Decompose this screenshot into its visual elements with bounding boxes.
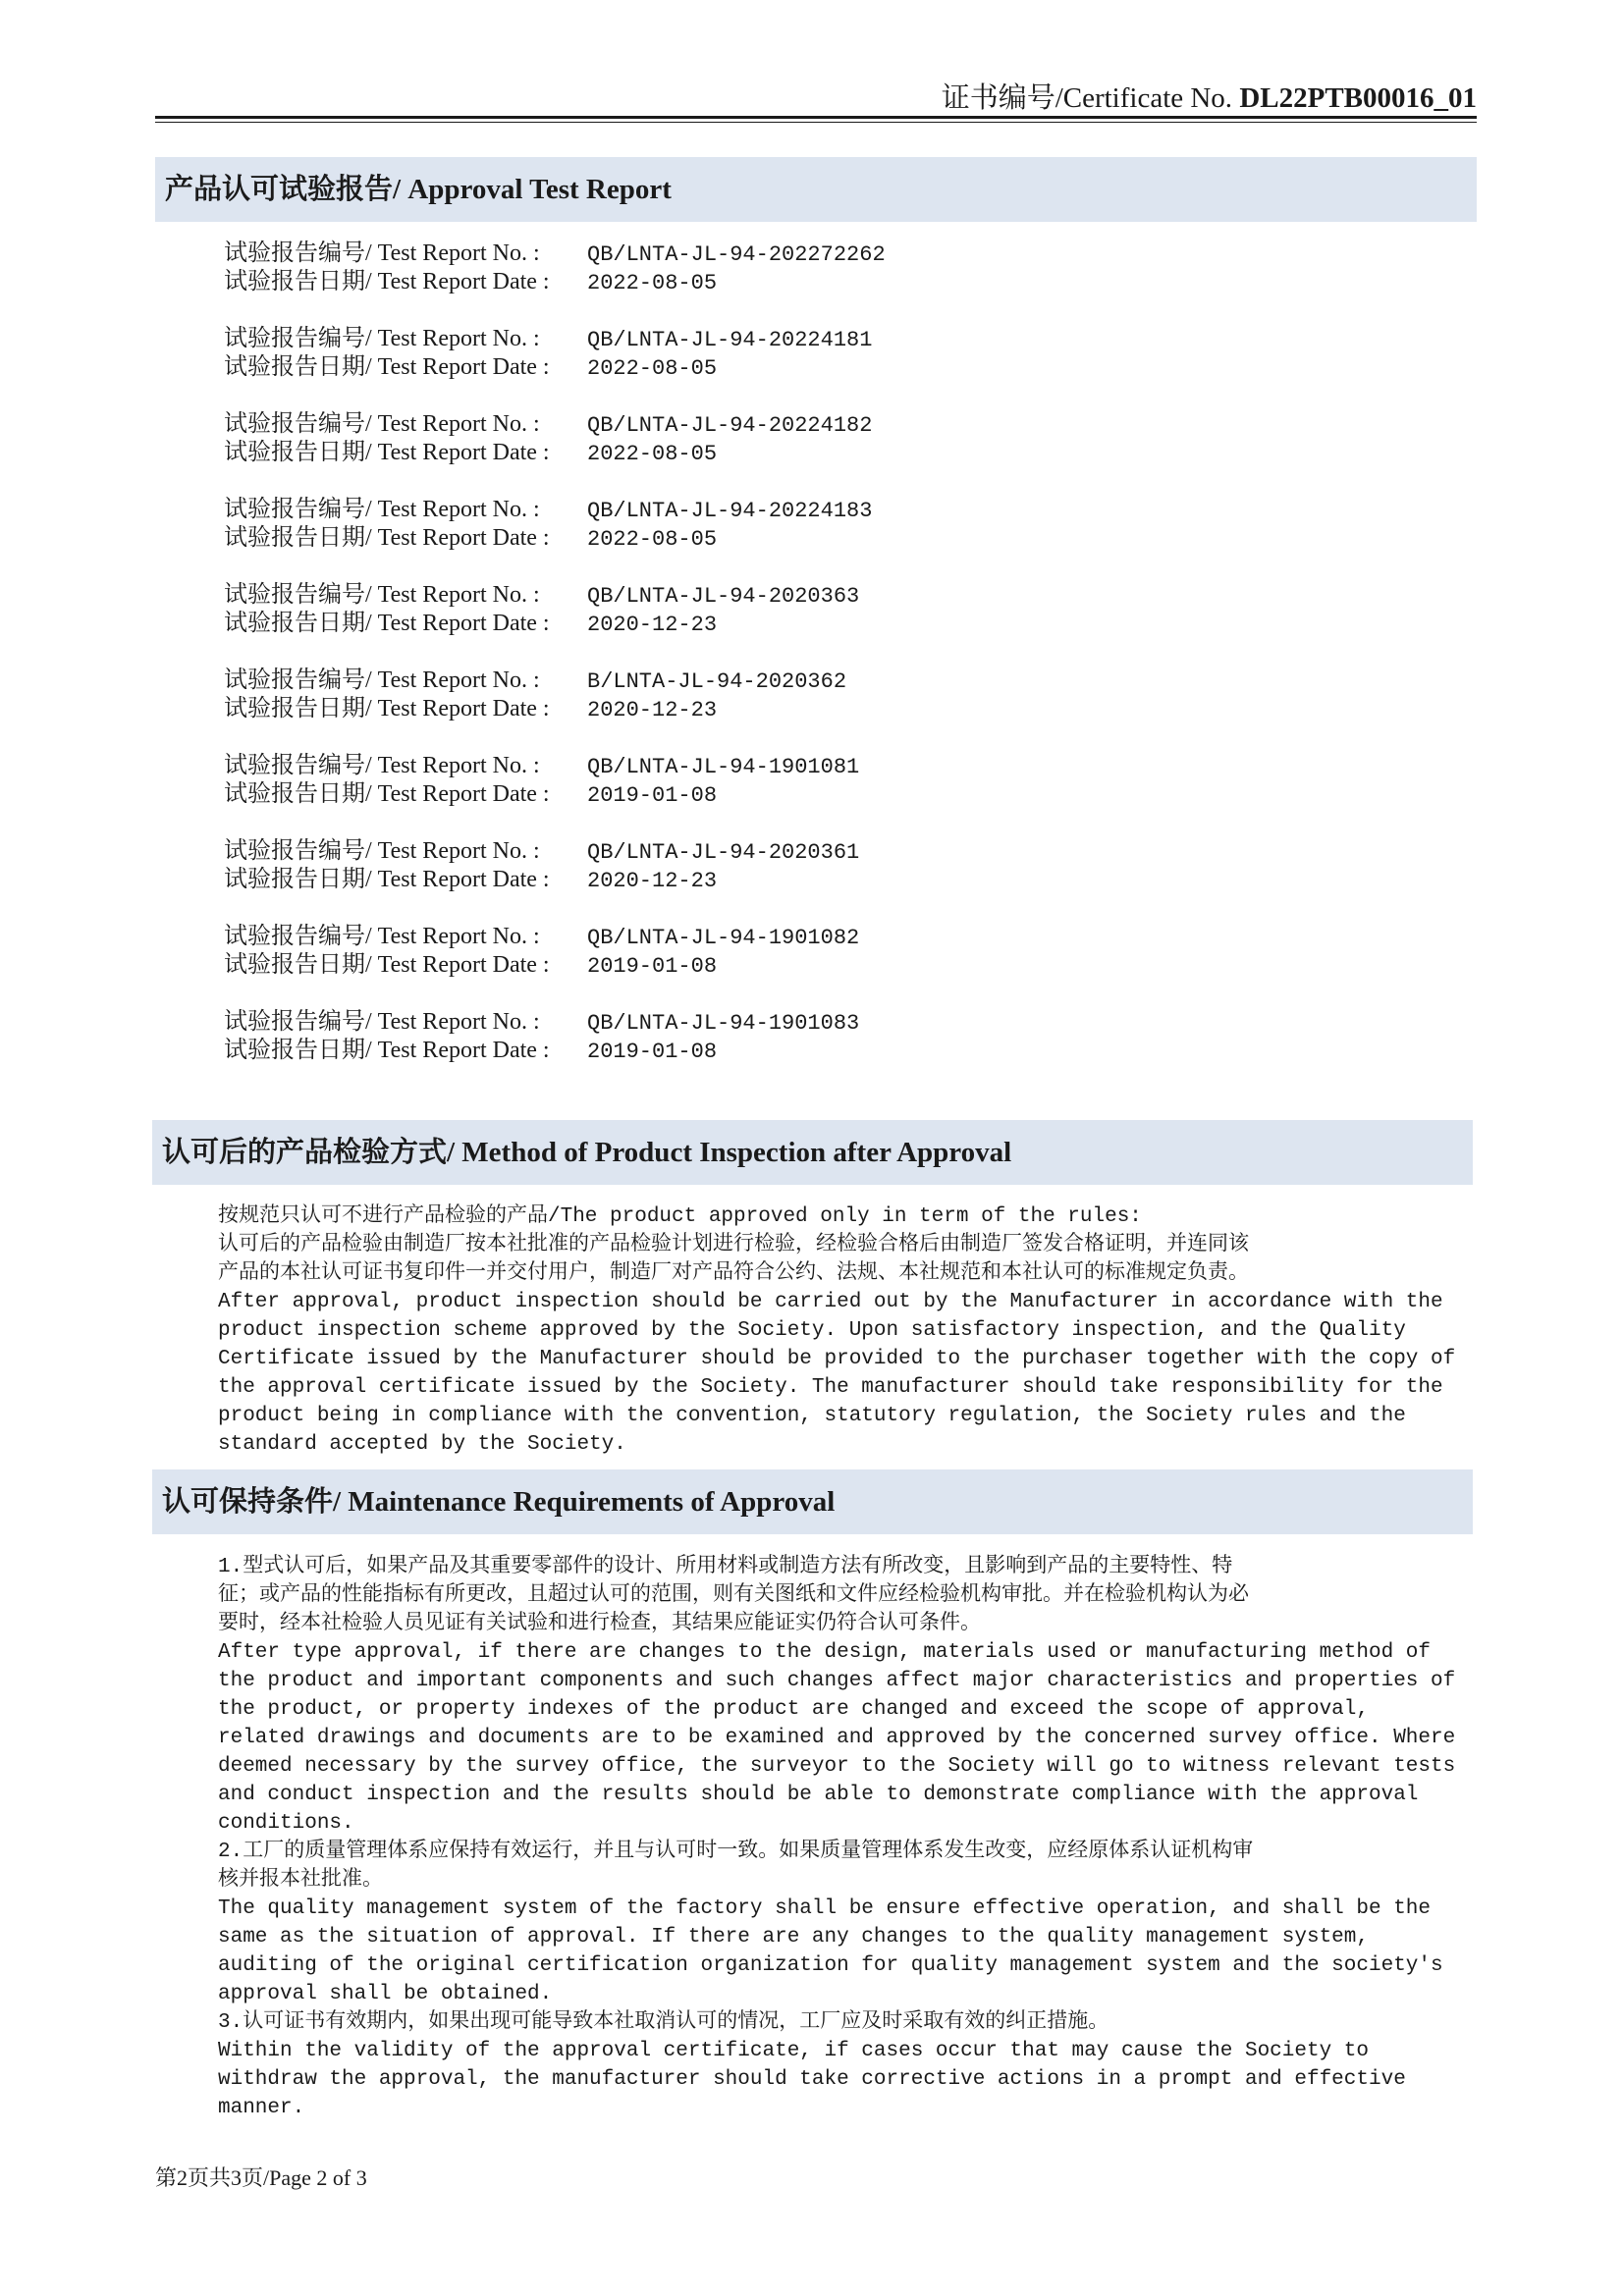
report-date-label: 试验报告日期/ Test Report Date : [224, 1038, 550, 1063]
report-date-line [224, 524, 1108, 553]
report-number-label: 试验报告编号/ Test Report No. : [224, 753, 540, 778]
report-date-value: 2022-08-05 [587, 442, 718, 466]
maintenance-line: Within the validity of the approval certificate, if cases occur that may cause the Society to [218, 2040, 1369, 2062]
header-rule-thick [155, 116, 1477, 119]
report-number-line [224, 667, 1108, 695]
maintenance-line: auditing of the original certification organization for quality management system and the society's [218, 1954, 1443, 1977]
report-number-label: 试验报告编号/ Test Report No. : [224, 924, 540, 949]
report-date-label: 试验报告日期/ Test Report Date : [224, 354, 550, 380]
test-report-entry [224, 325, 1108, 410]
report-date-label: 试验报告日期/ Test Report Date : [224, 611, 550, 636]
report-date-line [224, 610, 1108, 638]
section-title-inspection-method: 认可后的产品检验方式/ Method of Product Inspection after Approval [152, 1120, 1473, 1185]
report-date-value: 2020-12-23 [587, 698, 718, 722]
certificate-header [155, 77, 1477, 120]
report-number-value: QB/LNTA-JL-94-202272262 [587, 242, 886, 267]
inspection-method-line: After approval, product inspection should be carried out by the Manufacturer in accordance with the [218, 1291, 1443, 1313]
maintenance-line: conditions. [218, 1812, 354, 1835]
maintenance-line: withdraw the approval, the manufacturer should take corrective actions in a prompt and effective [218, 2068, 1406, 2091]
maintenance-line: The quality management system of the factory shall be ensure effective operation, and shall be the [218, 1897, 1432, 1920]
report-date-value: 2022-08-05 [587, 356, 718, 381]
report-date-label: 试验报告日期/ Test Report Date : [224, 440, 550, 465]
maintenance-line: related drawings and documents are to be examined and approved by the concerned survey office. Where [218, 1727, 1456, 1749]
report-number-line [224, 496, 1108, 524]
maintenance-line: same as the situation of approval. If there are any changes to the quality management system, [218, 1926, 1369, 1949]
inspection-method-line: 按规范只认可不进行产品检验的产品/The product approved only in term of the rules: [218, 1205, 1142, 1228]
test-report-entry [224, 752, 1108, 837]
maintenance-line: the product, or property indexes of the product are changed and exceed the scope of approval, [218, 1698, 1369, 1721]
report-number-value: QB/LNTA-JL-94-1901082 [587, 926, 860, 950]
report-number-label: 试验报告编号/ Test Report No. : [224, 411, 540, 437]
report-number-label: 试验报告编号/ Test Report No. : [224, 1009, 540, 1035]
report-number-value: QB/LNTA-JL-94-20224181 [587, 328, 873, 352]
maintenance-line: 3.认可证书有效期内，如果出现可能导致本社取消认可的情况，工厂应及时采取有效的纠正措施。 [218, 2011, 1109, 2034]
report-date-label: 试验报告日期/ Test Report Date : [224, 269, 550, 294]
test-report-list [224, 240, 1108, 1094]
test-report-entry [224, 1008, 1108, 1094]
report-date-line [224, 951, 1108, 980]
report-date-label: 试验报告日期/ Test Report Date : [224, 781, 550, 807]
report-number-line [224, 410, 1108, 439]
section-title-approval-test-report: 产品认可试验报告/ Approval Test Report [155, 157, 1477, 222]
inspection-method-line: Certificate issued by the Manufacturer should be provided to the purchaser together with the copy of [218, 1348, 1456, 1370]
cert-number: DL22PTB00016_01 [1239, 82, 1477, 114]
report-number-line [224, 752, 1108, 780]
report-date-value: 2019-01-08 [587, 1040, 718, 1064]
report-date-value: 2020-12-23 [587, 869, 718, 893]
maintenance-line: deemed necessary by the survey office, the surveyor to the Society will go to witness relevant tests [218, 1755, 1456, 1778]
report-number-label: 试验报告编号/ Test Report No. : [224, 240, 540, 266]
inspection-method-line: product inspection scheme approved by the Society. Upon satisfactory inspection, and the Quality [218, 1319, 1406, 1342]
report-date-value: 2019-01-08 [587, 954, 718, 979]
test-report-entry [224, 410, 1108, 496]
report-number-label: 试验报告编号/ Test Report No. : [224, 838, 540, 864]
test-report-entry [224, 667, 1108, 752]
inspection-method-line: the approval certificate issued by the Society. The manufacturer should take responsibility for the [218, 1376, 1443, 1399]
inspection-method-line: standard accepted by the Society. [218, 1433, 626, 1456]
test-report-entry [224, 581, 1108, 667]
report-date-value: 2022-08-05 [587, 527, 718, 552]
maintenance-line: approval shall be obtained. [218, 1983, 553, 2005]
report-date-label: 试验报告日期/ Test Report Date : [224, 696, 550, 721]
inspection-method-line: 认可后的产品检验由制造厂按本社批准的产品检验计划进行检验，经检验合格后由制造厂签发合格证明，并连同该 [218, 1234, 1249, 1256]
maintenance-line: 要时，经本社检验人员见证有关试验和进行检查，其结果应能证实仍符合认可条件。 [218, 1613, 981, 1635]
maintenance-line: 2.工厂的质量管理体系应保持有效运行，并且与认可时一致。如果质量管理体系发生改变，应经原体系认证机构审 [218, 1841, 1254, 1863]
report-number-value: QB/LNTA-JL-94-1901081 [587, 755, 860, 779]
maintenance-line: 征；或产品的性能指标有所更改，且超过认可的范围，则有关图纸和文件应经检验机构审批。并在检验机构认为必 [218, 1584, 1249, 1607]
report-number-line [224, 923, 1108, 951]
report-number-label: 试验报告编号/ Test Report No. : [224, 497, 540, 522]
report-number-line [224, 240, 1108, 268]
maintenance-line: 1.型式认可后，如果产品及其重要零部件的设计、所用材料或制造方法有所改变，且影响到产品的主要特性、特 [218, 1556, 1233, 1578]
report-date-value: 2020-12-23 [587, 613, 718, 637]
report-number-line [224, 581, 1108, 610]
report-date-label: 试验报告日期/ Test Report Date : [224, 952, 550, 978]
report-date-line [224, 1037, 1108, 1065]
report-date-line [224, 353, 1108, 382]
report-number-label: 试验报告编号/ Test Report No. : [224, 667, 540, 693]
report-date-label: 试验报告日期/ Test Report Date : [224, 525, 550, 551]
report-number-value: QB/LNTA-JL-94-2020361 [587, 840, 860, 865]
maintenance-line: and conduct inspection and the results should be able to demonstrate compliance with the approval [218, 1784, 1419, 1806]
report-number-line [224, 1008, 1108, 1037]
report-number-value: QB/LNTA-JL-94-20224183 [587, 499, 873, 523]
report-number-value: B/LNTA-JL-94-2020362 [587, 669, 847, 694]
inspection-method-line: 产品的本社认可证书复印件一并交付用户，制造厂对产品符合公约、法规、本社规范和本社认可的标准规定负责。 [218, 1262, 1249, 1285]
report-date-line [224, 268, 1108, 296]
report-number-value: QB/LNTA-JL-94-1901083 [587, 1011, 860, 1036]
report-number-value: QB/LNTA-JL-94-2020363 [587, 584, 860, 609]
report-number-label: 试验报告编号/ Test Report No. : [224, 326, 540, 351]
section-title-maintenance: 认可保持条件/ Maintenance Requirements of Approval [152, 1469, 1473, 1534]
report-date-line [224, 866, 1108, 894]
report-number-value: QB/LNTA-JL-94-20224182 [587, 413, 873, 438]
header-rule-thin [155, 122, 1477, 123]
test-report-entry [224, 496, 1108, 581]
report-date-line [224, 780, 1108, 809]
report-number-line [224, 837, 1108, 866]
inspection-method-line: product being in compliance with the convention, statutory regulation, the Society rules and the [218, 1405, 1406, 1427]
maintenance-line: the product and important components and such changes affect major characteristics and properties of [218, 1670, 1456, 1692]
report-number-line [224, 325, 1108, 353]
report-number-label: 试验报告编号/ Test Report No. : [224, 582, 540, 608]
test-report-entry [224, 240, 1108, 325]
maintenance-line: After type approval, if there are changes to the design, materials used or manufacturing method of [218, 1641, 1432, 1664]
test-report-entry [224, 837, 1108, 923]
report-date-value: 2019-01-08 [587, 783, 718, 808]
page-number: 第2页共3页/Page 2 of 3 [155, 2165, 367, 2190]
maintenance-requirements-text [218, 1553, 1494, 2122]
cert-label: 证书编号/Certificate No. [941, 82, 1233, 114]
inspection-method-text [218, 1202, 1494, 1459]
maintenance-line: 核并报本社批准。 [218, 1869, 383, 1892]
report-date-label: 试验报告日期/ Test Report Date : [224, 867, 550, 892]
test-report-entry [224, 923, 1108, 1008]
report-date-line [224, 695, 1108, 723]
maintenance-line: manner. [218, 2097, 305, 2119]
report-date-line [224, 439, 1108, 467]
report-date-value: 2022-08-05 [587, 271, 718, 295]
